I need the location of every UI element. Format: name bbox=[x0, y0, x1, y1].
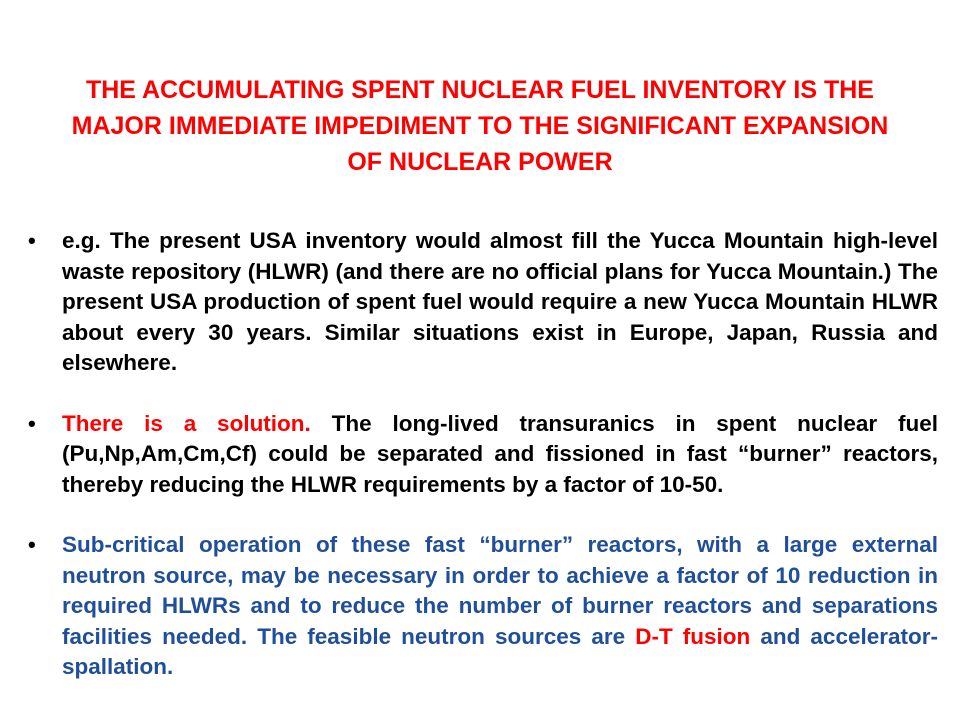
bullet-dot-icon: • bbox=[28, 532, 36, 557]
bullet-item-inventory bbox=[28, 226, 938, 379]
bullet-dot-icon: • bbox=[28, 228, 36, 253]
slide-title: THE ACCUMULATING SPENT NUCLEAR FUEL INVENTORY IS THE MAJOR IMMEDIATE IMPEDIMENT TO THE SIGNIFICANT EXPANSION OF NUCLEAR POWER bbox=[71, 76, 889, 176]
bullet-item-subcritical bbox=[28, 530, 938, 683]
bullet-text-after: and accelerator-spallation. bbox=[62, 623, 938, 679]
bullet-list bbox=[28, 226, 938, 683]
bullet-text: The long-lived transuranics in spent nuclear fuel (Pu,Np,Am,Cm,Cf) could be separated and fissioned in fast “burner” reactors, thereby reducing the HLWR requirements by a factor of 10-50. bbox=[62, 410, 938, 497]
bullet-dot-icon: • bbox=[28, 410, 36, 436]
bullet-lead-text: There is a solution. bbox=[62, 410, 311, 436]
bullet-item-solution bbox=[28, 409, 938, 501]
bullet-text: e.g. The present USA inventory would almost fill the Yucca Mountain high-level waste repository (HLWR) (and there are no official plans for Yucca Mountain.) The present USA production of spent fuel would require a new Yucca Mountain HLWR about every 30 years. Similar situations exist in Europe, Japan, Russia and elsewhere. bbox=[62, 228, 938, 375]
bullet-text-before: Sub-critical operation of these fast “burner” reactors, with a large external neutron source, may be necessary in order to achieve a factor of 10 reduction in required HLWRs and to reduce the number of burner reactors and separations facilities needed. The feasible neutron sources are bbox=[62, 532, 938, 649]
bullet-highlight-text: D-T fusion bbox=[635, 623, 751, 649]
